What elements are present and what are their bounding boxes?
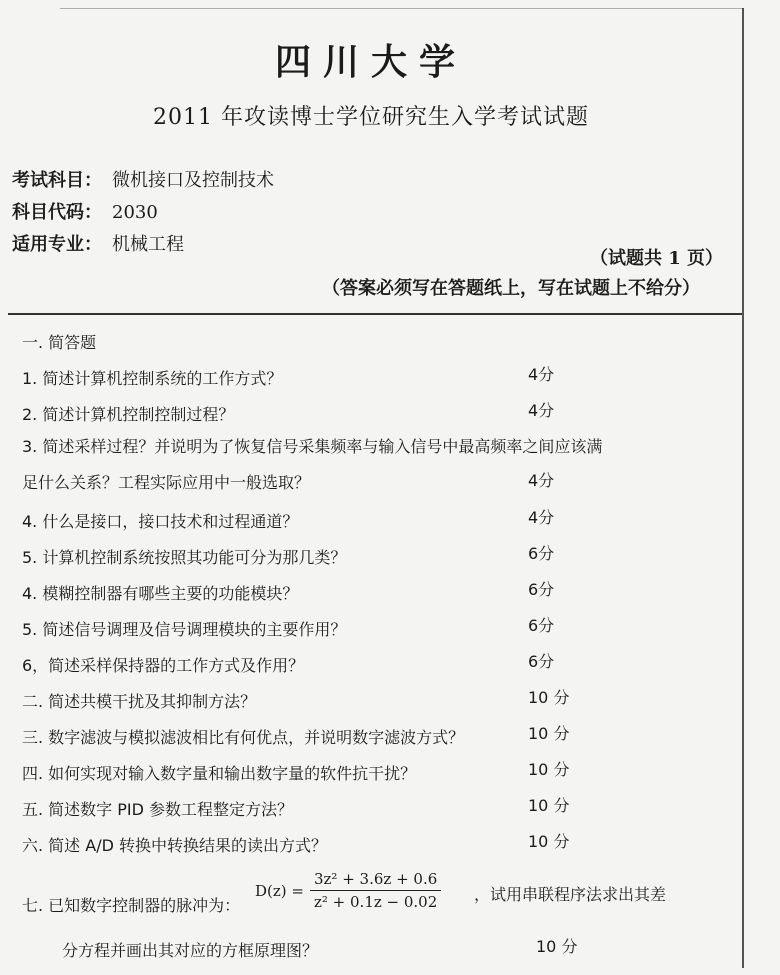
meta-value: 微机接口及控制技术 bbox=[112, 170, 274, 191]
question-text: 5. 简述信号调理及信号调理模块的主要作用？ bbox=[22, 620, 347, 639]
meta-code bbox=[12, 198, 158, 224]
question-score: 10 分 bbox=[528, 724, 570, 743]
question-text: ，试用串联程序法求出其差 bbox=[474, 885, 667, 904]
answer-notice: （答案必须写在答题纸上，写在试题上不给分） bbox=[322, 278, 700, 299]
question-text: 1. 简述计算机控制系统的工作方式？ bbox=[22, 369, 283, 388]
question-text: 3. 简述采样过程？并说明为了恢复信号采集频率与输入信号中最高频率之间应该满 bbox=[22, 437, 603, 456]
question-score: 10 分 bbox=[528, 688, 570, 707]
formula-lhs: D(z) = bbox=[255, 881, 304, 900]
question-text: 5. 计算机控制系统按照其功能可分为那几类？ bbox=[22, 548, 347, 567]
question-text: 2. 简述计算机控制控制过程？ bbox=[22, 405, 235, 424]
question-score: 10 分 bbox=[528, 796, 570, 815]
meta-value: 2030 bbox=[112, 202, 158, 223]
pages-note: （试题共 1 页） bbox=[590, 248, 724, 269]
question-score: 10 分 bbox=[528, 760, 570, 779]
question-score: 10 分 bbox=[536, 937, 578, 956]
meta-subject bbox=[12, 166, 274, 192]
numerator: 3z² + 3.6z + 0.6 bbox=[310, 870, 441, 891]
question-score: 6分 bbox=[528, 544, 555, 563]
denominator: z² + 0.1z − 0.02 bbox=[313, 893, 438, 911]
question-text: 六. 简述 A/D 转换中转换结果的读出方式？ bbox=[22, 836, 328, 855]
question-score: 10 分 bbox=[528, 832, 570, 851]
question-score: 4分 bbox=[528, 401, 555, 420]
question-text: 五. 简述数字 PID 参数工程整定方法？ bbox=[22, 800, 294, 819]
question-text: 足什么关系？工程实际应用中一般选取？ bbox=[22, 473, 311, 492]
question-text: 二. 简述共模干扰及其抑制方法？ bbox=[22, 692, 257, 711]
question-text: 4. 什么是接口，接口技术和过程通道？ bbox=[22, 512, 299, 531]
exam-title: 2011 年攻读博士学位研究生入学考试试题 bbox=[153, 105, 589, 130]
transfer-function bbox=[255, 870, 441, 911]
question-score: 4分 bbox=[528, 365, 555, 384]
right-border bbox=[742, 8, 744, 968]
question-score: 4分 bbox=[528, 508, 555, 527]
question-text: 4. 模糊控制器有哪些主要的功能模块？ bbox=[22, 584, 299, 603]
meta-key: 考试科目： bbox=[12, 170, 102, 191]
top-border bbox=[60, 8, 744, 9]
question-score: 6分 bbox=[528, 616, 555, 635]
question-score: 4分 bbox=[528, 471, 555, 490]
meta-major bbox=[12, 230, 184, 256]
question-text: 四. 如何实现对输入数字量和输出数字量的软件抗干扰？ bbox=[22, 764, 417, 783]
question-text: 6，简述采样保持器的工作方式及作用？ bbox=[22, 656, 305, 675]
question-score: 6分 bbox=[528, 652, 555, 671]
question-text: 三. 数字滤波与模拟滤波相比有何优点，并说明数字滤波方式？ bbox=[22, 728, 465, 747]
meta-value: 机械工程 bbox=[112, 234, 184, 255]
section-heading: 一. 简答题 bbox=[22, 333, 97, 352]
divider bbox=[8, 313, 742, 315]
university-title: 四川大学 bbox=[274, 41, 467, 83]
meta-key: 科目代码： bbox=[12, 202, 102, 223]
question-text: 分方程并画出其对应的方框原理图？ bbox=[62, 941, 319, 960]
question-score: 6分 bbox=[528, 580, 555, 599]
question-text: 七. 已知数字控制器的脉冲为： bbox=[22, 896, 241, 915]
meta-key: 适用专业： bbox=[12, 234, 102, 255]
fraction bbox=[310, 870, 441, 911]
